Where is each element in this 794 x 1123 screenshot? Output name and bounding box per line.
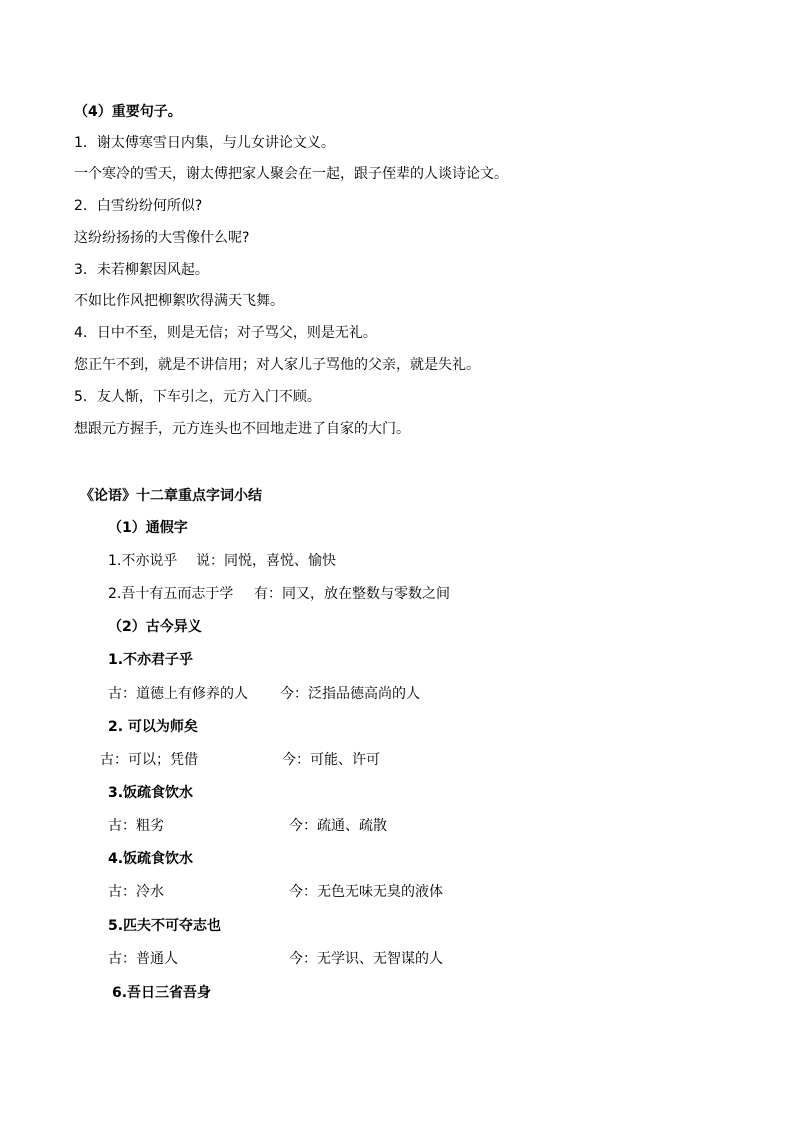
sentence-translation: 这纷纷扬扬的大雪像什么呢? (74, 230, 250, 246)
sentence-original: 4．日中不至，则是无信；对子骂父，则是无礼。 (74, 325, 377, 341)
term-phrase: 2.吾十有五而志于学 (108, 586, 234, 602)
term-phrase: 2. 可以为师矣 (108, 719, 198, 735)
term-note: 说：同悦，喜悦、愉快 (196, 553, 336, 569)
ancient-meaning: 古：道德上有修养的人 (108, 686, 248, 702)
term-phrase: 3.饭疏食饮水 (108, 785, 194, 801)
section-title: 《论语》十二章重点字词小结 (80, 488, 262, 504)
modern-meaning: 今：无学识、无智谋的人 (289, 951, 443, 967)
sentence-original: 3．未若柳絮因风起。 (74, 262, 209, 278)
modern-meaning: 今：泛指品德高尚的人 (280, 686, 420, 702)
ancient-meaning: 古：粗劣 (108, 818, 164, 834)
term-phrase: 4.饭疏食饮水 (108, 851, 194, 867)
sentence-original: 2．白雪纷纷何所似? (74, 198, 203, 214)
term-phrase: 6.吾日三省吾身 (112, 985, 212, 1001)
modern-meaning: 今：无色无味无臭的液体 (289, 884, 443, 900)
sentence-translation: 想跟元方握手，元方连头也不回地走进了自家的大门。 (74, 421, 410, 437)
term-phrase: 1.不亦君子乎 (108, 652, 194, 668)
subsection-heading: （1）通假字 (108, 520, 188, 536)
term-phrase: 5.匹夫不可夺志也 (108, 918, 222, 934)
subsection-heading: （2）古今异义 (108, 619, 202, 635)
sentence-translation: 一个寒冷的雪天，谢太傅把家人聚会在一起，跟子侄辈的人谈诗论文。 (74, 166, 508, 182)
sentence-original: 5．友人惭，下车引之，元方入门不顾。 (74, 389, 321, 405)
sentence-translation: 不如比作风把柳絮吹得满天飞舞。 (74, 293, 284, 309)
term-phrase: 1.不亦说乎 (108, 553, 178, 569)
sentence-translation: 您正午不到，就是不讲信用；对人家儿子骂他的父亲，就是失礼。 (74, 357, 480, 373)
ancient-meaning: 古：冷水 (108, 884, 164, 900)
term-note: 有：同又，放在整数与零数之间 (254, 586, 450, 602)
sentence-original: 1．谢太傅寒雪日内集，与儿女讲论文义。 (74, 135, 335, 151)
modern-meaning: 今：可能、许可 (282, 752, 380, 768)
ancient-meaning: 古：可以；凭借 (100, 752, 198, 768)
section-heading: （4）重要句子。 (74, 104, 182, 120)
ancient-meaning: 古：普通人 (108, 951, 178, 967)
modern-meaning: 今：疏通、疏散 (289, 818, 387, 834)
